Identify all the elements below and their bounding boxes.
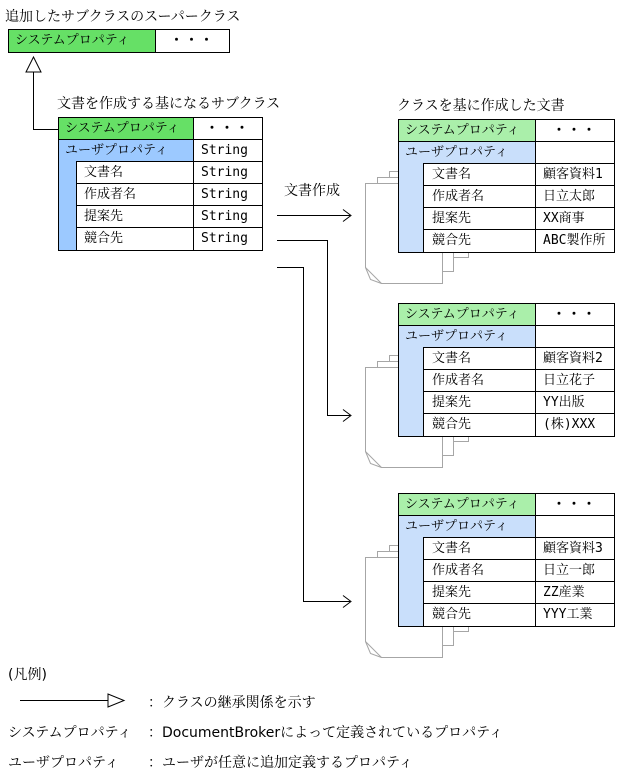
prop-name: 文書名	[84, 165, 124, 180]
prop-value: 日立太郎	[543, 189, 596, 204]
prop-name: 競合先	[432, 233, 472, 248]
inheritance-triangle-icon	[26, 57, 41, 72]
prop-name: 文書名	[432, 167, 472, 182]
user-row-label: ユーザプロパティ	[405, 329, 508, 344]
user-row-label: ユーザプロパティ	[405, 519, 508, 534]
prop-value: ZZ産業	[543, 585, 585, 600]
indent-line	[76, 161, 77, 250]
legend-desc-system: ：DocumentBrokerによって定義されているプロパティ	[148, 725, 504, 741]
document-table-3	[398, 493, 615, 627]
prop-name: 競合先	[84, 231, 124, 246]
subclass-table	[58, 117, 263, 251]
prop-value: (株)XXX	[543, 417, 596, 432]
system-row-label: システムプロパティ	[405, 307, 520, 322]
prop-value: ABC製作所	[543, 233, 606, 248]
legend-inheritance-desc: ：クラスの継承関係を示す	[148, 695, 316, 711]
document-table-1	[398, 119, 615, 253]
prop-name: 作成者名	[84, 187, 137, 202]
document-table-2	[398, 303, 615, 437]
system-row-value: ・・・	[205, 121, 251, 136]
prop-name: 競合先	[432, 607, 472, 622]
create-arrow-label: 文書作成	[284, 183, 340, 199]
subclass-caption: 文書を作成する基になるサブクラス	[57, 96, 281, 112]
prop-name: 提案先	[84, 209, 124, 224]
indent-line	[423, 163, 424, 252]
prop-name: 競合先	[432, 417, 472, 432]
prop-value: 日立花子	[543, 373, 596, 388]
user-row-label: ユーザプロパティ	[65, 143, 168, 158]
prop-name: 作成者名	[432, 189, 485, 204]
prop-value: 顧客資料2	[543, 351, 603, 366]
system-row-value: ・・・	[552, 123, 598, 138]
prop-value: 日立一郎	[543, 563, 596, 578]
user-row-value: String	[201, 143, 248, 158]
create-arrow-1	[277, 210, 351, 222]
system-row-label: システムプロパティ	[405, 497, 520, 512]
prop-value: XX商事	[543, 211, 585, 226]
prop-name: 提案先	[432, 585, 472, 600]
system-row-label: システムプロパティ	[405, 123, 520, 138]
create-arrow-3	[277, 268, 351, 608]
legend-term-user: ユーザプロパティ	[8, 755, 119, 771]
prop-value: YYY工業	[543, 607, 593, 622]
user-row-label: ユーザプロパティ	[405, 145, 508, 160]
legend-desc-user: ：ユーザが任意に追加定義するプロパティ	[148, 755, 413, 771]
system-row-value: ・・・	[552, 497, 598, 512]
prop-value: YY出版	[543, 395, 585, 410]
prop-name: 作成者名	[432, 563, 485, 578]
legend-title: (凡例)	[8, 667, 47, 683]
superclass-box	[8, 29, 230, 53]
indent-line	[423, 347, 424, 436]
system-row-label: システムプロパティ	[65, 121, 180, 136]
prop-name: 提案先	[432, 395, 472, 410]
indent-line	[423, 537, 424, 626]
prop-value: 顧客資料3	[543, 541, 603, 556]
documents-caption: クラスを基に作成した文書	[397, 98, 565, 114]
prop-name: 文書名	[432, 541, 472, 556]
inheritance-connector	[26, 57, 59, 130]
superclass-caption: 追加したサブクラスのスーパークラス	[5, 9, 241, 25]
prop-value: String	[201, 231, 248, 246]
legend-inheritance-arrow-icon	[20, 694, 124, 707]
prop-name: 作成者名	[432, 373, 485, 388]
prop-value: 顧客資料1	[543, 167, 603, 182]
prop-value: String	[201, 209, 248, 224]
legend-term-system: システムプロパティ	[8, 725, 132, 741]
prop-value: String	[201, 165, 248, 180]
prop-value: String	[201, 187, 248, 202]
prop-name: 文書名	[432, 351, 472, 366]
prop-name: 提案先	[432, 211, 472, 226]
system-row-value: ・・・	[552, 307, 598, 322]
superclass-system-label: システムプロパティ	[15, 33, 130, 48]
superclass-dots: ・・・	[169, 33, 215, 48]
